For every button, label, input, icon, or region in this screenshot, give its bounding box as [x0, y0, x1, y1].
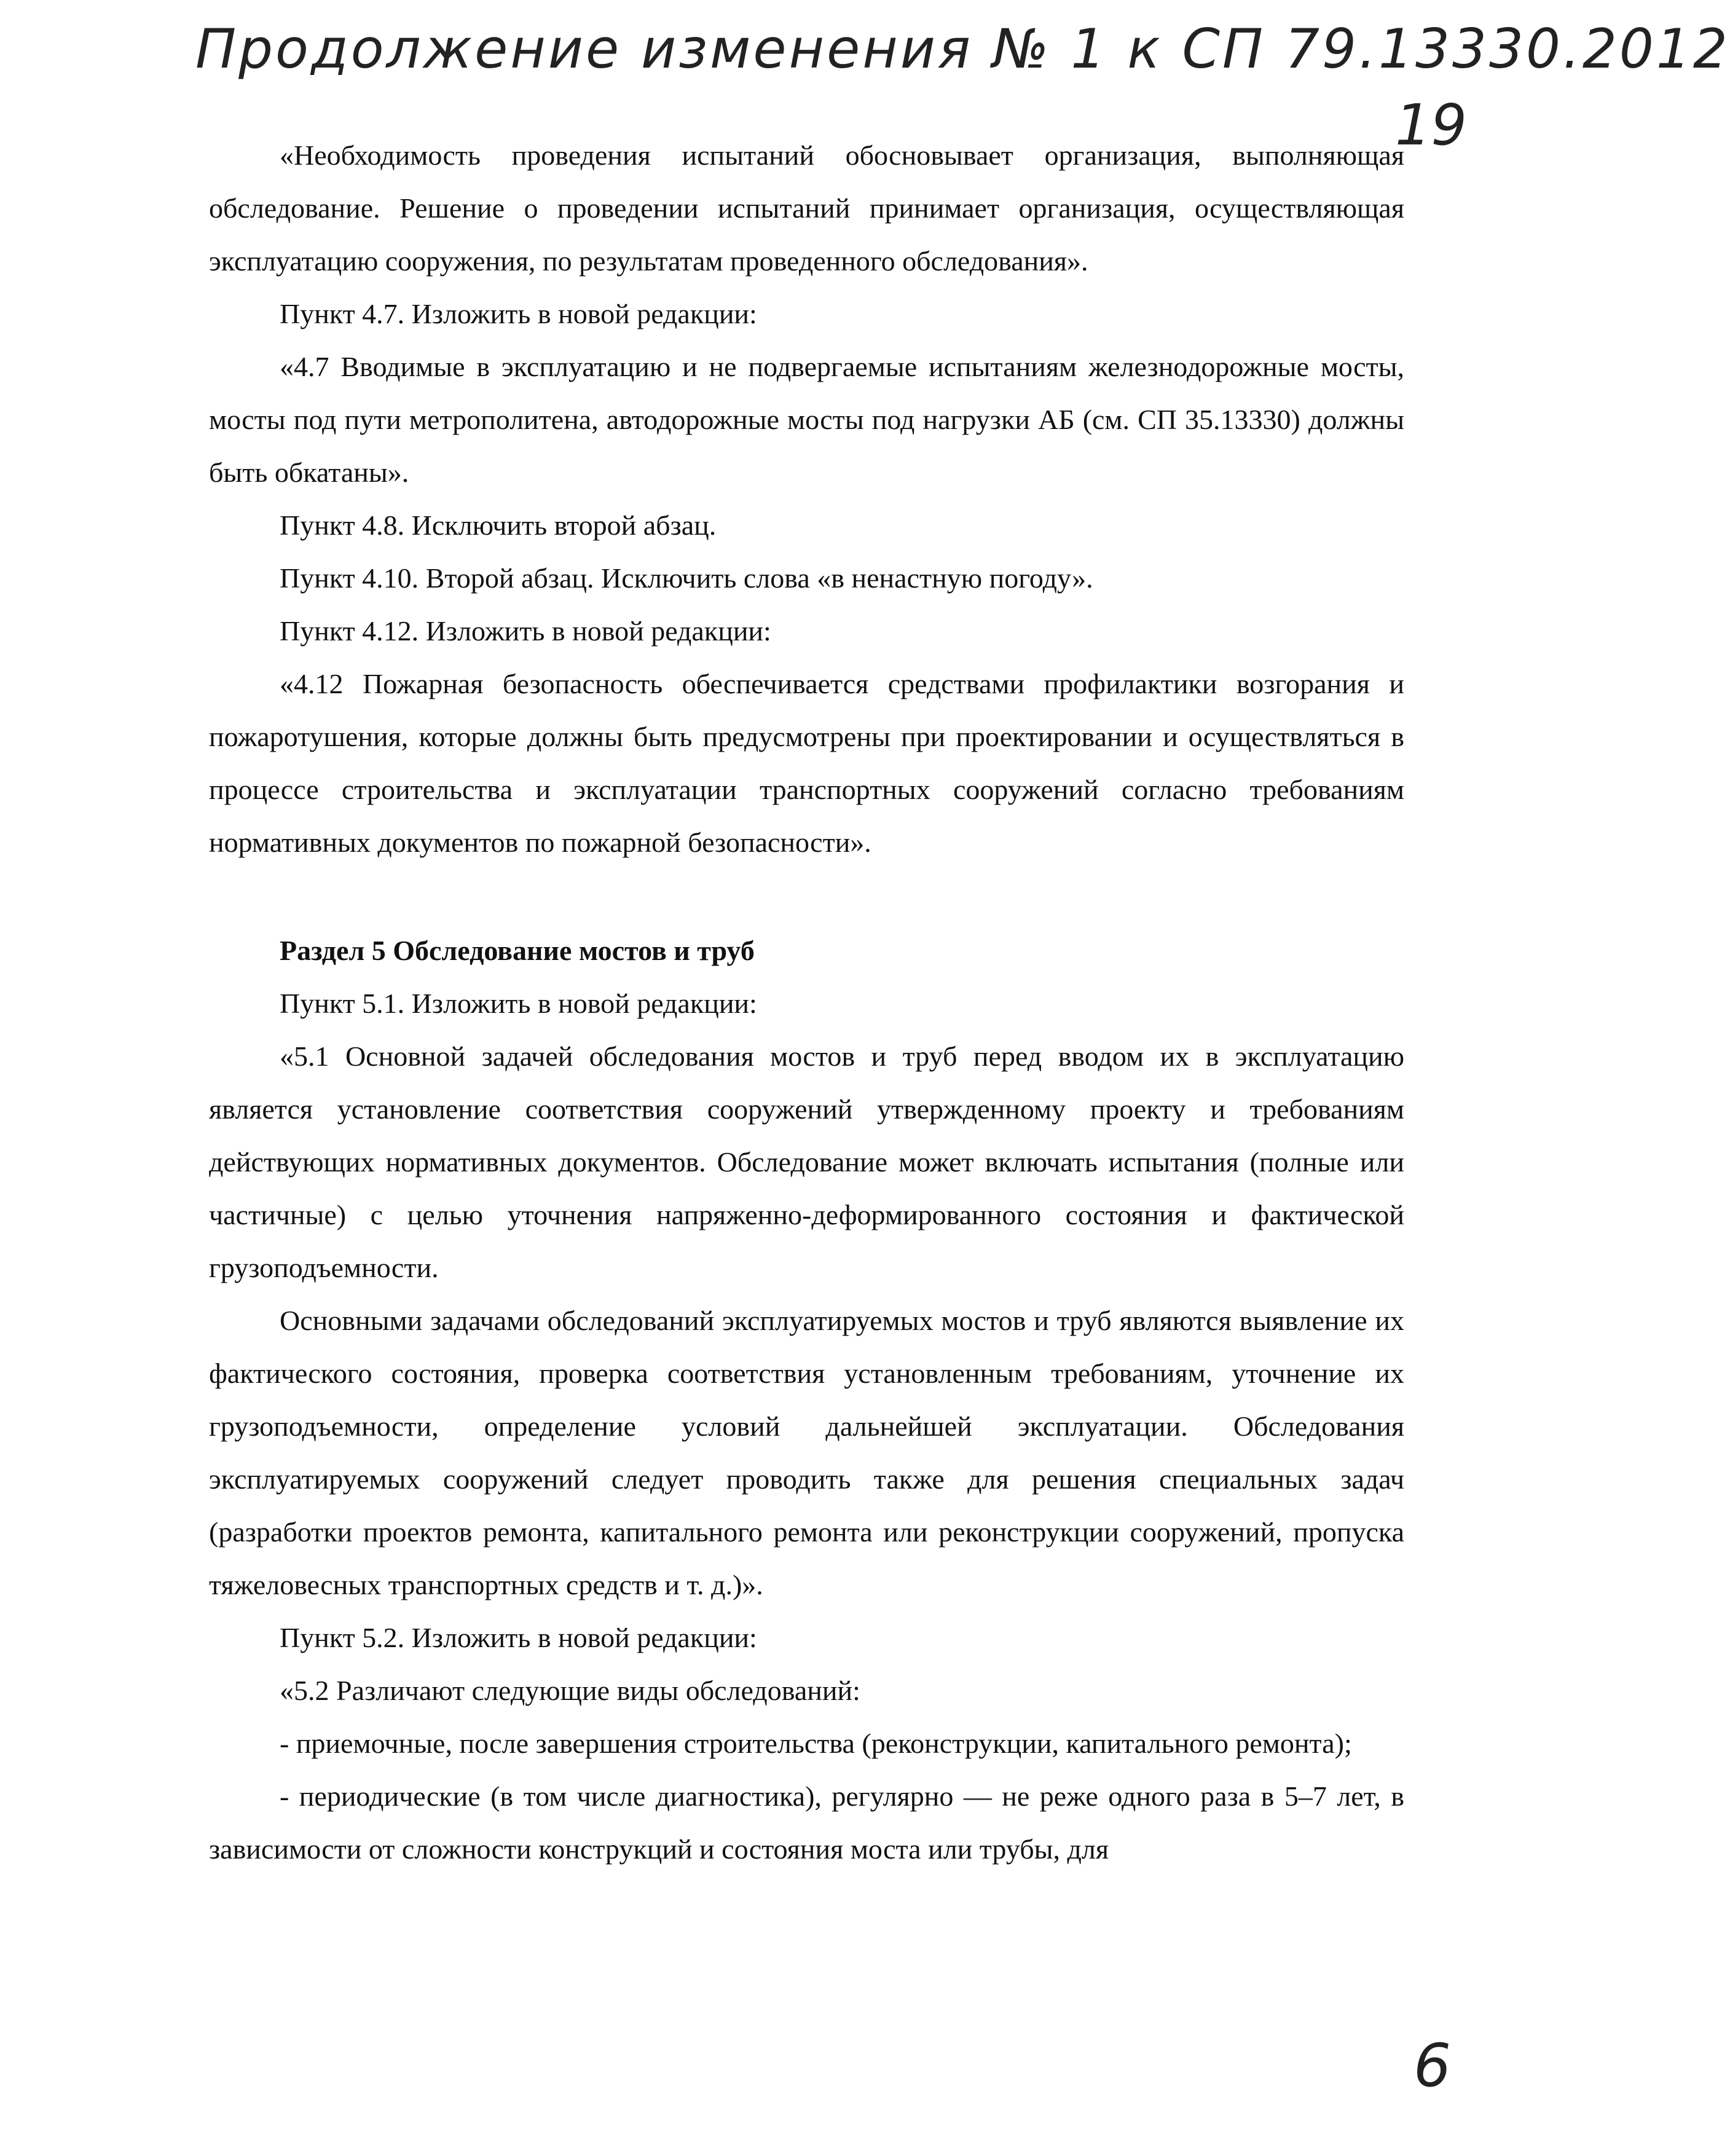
document-body — [209, 129, 1404, 1876]
list-item: - периодические (в том числе диагностика), регулярно — не реже одного раза в 5–7 лет, в зависимости от сложности конструкций и состояния моста или трубы, для — [209, 1780, 1404, 1865]
paragraph: «Необходимость проведения испытаний обосновывает организация, выполняющая обследование. Решение о проведении испытаний принимает организация, осуществляющая эксплуатацию сооружения, по результатам проведенного обследования». — [209, 140, 1404, 277]
paragraph: Основными задачами обследований эксплуатируемых мостов и труб являются выявление их фактического состояния, проверка соответствия установленным требованиям, уточнение их грузоподъемности, определение условий дальнейшей эксплуатации. Обследования эксплуатируемых сооружений следует проводить также для решения специальных задач (разработки проектов ремонта, капитального ремонта или реконструкции сооружений, пропуска тяжеловесных транспортных средств и т. д.)». — [209, 1305, 1404, 1600]
paragraph: Пункт 5.1. Изложить в новой редакции: — [280, 988, 757, 1019]
handwritten-page-number-top: 19 — [1395, 92, 1468, 158]
paragraph: «5.2 Различают следующие виды обследований: — [280, 1675, 860, 1706]
paragraph: Пункт 5.2. Изложить в новой редакции: — [280, 1622, 757, 1653]
handwritten-header-note: Продолжение изменения № 1 к СП 79.13330.2012 — [195, 17, 1730, 81]
paragraph: Пункт 4.8. Исключить второй абзац. — [280, 509, 717, 541]
list-item: - приемочные, после завершения строительства (реконструкции, капитального ремонта); — [280, 1728, 1352, 1759]
paragraph: Пункт 4.7. Изложить в новой редакции: — [280, 298, 757, 329]
paragraph: «4.7 Вводимые в эксплуатацию и не подвергаемые испытаниям железнодорожные мосты, мосты под пути метрополитена, автодорожные мосты под нагрузки АБ (см. СП 35.13330) должны быть обкатаны». — [209, 351, 1404, 488]
section-heading: Раздел 5 Обследование мостов и труб — [280, 935, 755, 966]
handwritten-page-number-bottom: 6 — [1413, 2031, 1452, 2100]
paragraph: Пункт 4.10. Второй абзац. Исключить слова «в ненастную погоду». — [280, 562, 1093, 594]
paragraph: «5.1 Основной задачей обследования мостов и труб перед вводом их в эксплуатацию является установление соответствия сооружений утвержденному проекту и требованиям действующих нормативных документов. Обследование может включать испытания (полные или частичные) с целью уточнения напряженно-деформированного состояния и фактической грузоподъемности. — [209, 1041, 1404, 1283]
paragraph: «4.12 Пожарная безопасность обеспечивается средствами профилактики возгорания и пожаротушения, которые должны быть предусмотрены при проектировании и осуществляться в процессе строительства и эксплуатации транспортных сооружений согласно требованиям нормативных документов по пожарной безопасности». — [209, 668, 1404, 858]
paragraph: Пункт 4.12. Изложить в новой редакции: — [280, 615, 771, 647]
